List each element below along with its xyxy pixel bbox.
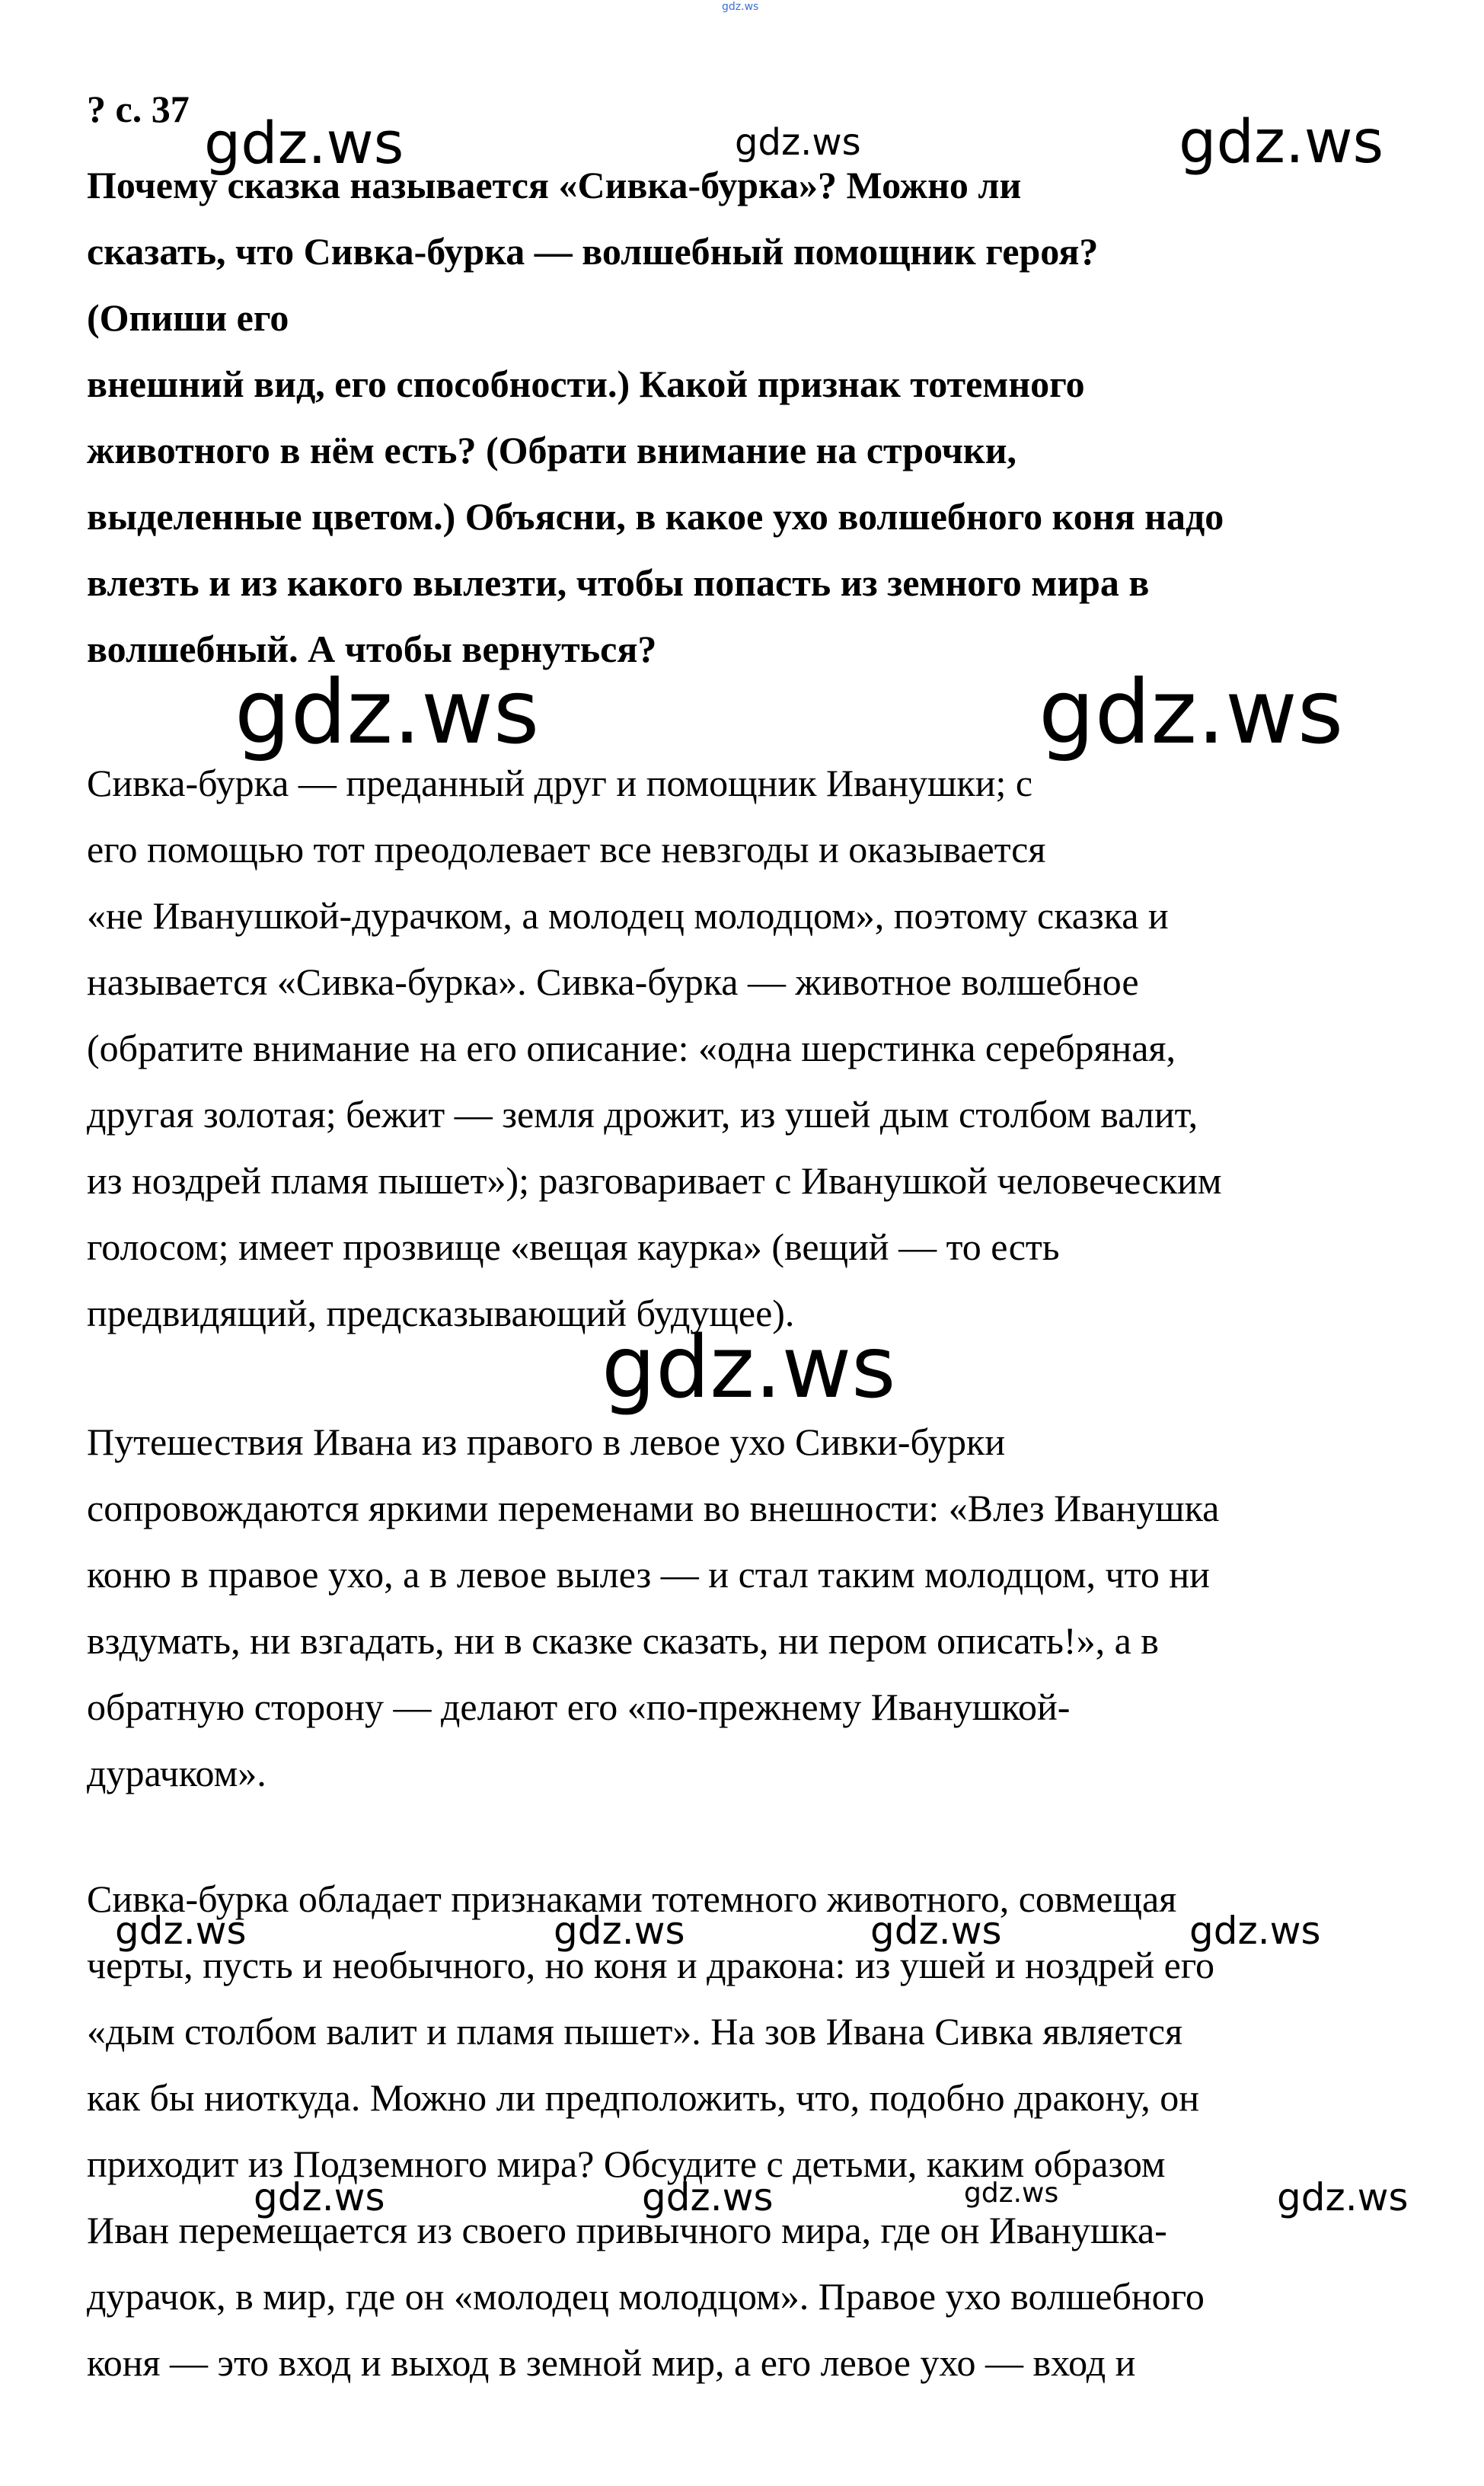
answer-line: черты, пусть и необычного, но коня и дракона: из ушей и ноздрей его <box>87 1944 1215 1986</box>
watermark: gdz.ws <box>602 1318 896 1417</box>
question-line: животного в нём есть? (Обрати внимание на строчки, <box>87 429 1017 471</box>
question-line: выделенные цветом.) Объясни, в какое ухо волшебного коня надо <box>87 495 1224 538</box>
watermark: gdz.ws <box>254 2175 385 2219</box>
watermark: gdz.ws <box>1277 2175 1409 2219</box>
answer-paragraph-2 <box>87 1409 1457 1807</box>
watermark: gdz.ws <box>554 1909 685 1953</box>
answer-line: «не Иванушкой-дурачком, а молодец молодцом», поэтому сказка и <box>87 894 1169 937</box>
answer-line: приходит из Подземного мира? Обсудите с детьми, каким образом <box>87 2142 1166 2185</box>
answer-line: предвидящий, предсказывающий будущее). <box>87 1292 795 1334</box>
watermark: gdz.ws <box>1039 661 1344 764</box>
answer-line: называется «Сивка-бурка». Сивка-бурка — животное волшебное <box>87 960 1139 1003</box>
answer-line: «дым столбом валит и пламя пышет». На зов Ивана Сивка является <box>87 2010 1183 2053</box>
question-line: Почему сказка называется «Сивка-бурка»? Можно ли <box>87 164 1022 206</box>
watermark: gdz.ws <box>722 1 759 13</box>
question-line: волшебный. А чтобы вернуться? <box>87 628 657 670</box>
answer-line: коню в правое ухо, а в левое вылез — и стал таким молодцом, что ни <box>87 1553 1210 1596</box>
question-line: влезть и из какого вылезти, чтобы попасть из земного мира в <box>87 561 1150 604</box>
question-block <box>87 152 1442 682</box>
answer-line: голосом; имеет прозвище «вещая каурка» (вещий — то есть <box>87 1225 1060 1268</box>
answer-line: (обратите внимание на его описание: «одна шерстинка серебряная, <box>87 1027 1176 1069</box>
answer-line: обратную сторону — делают его «по-прежнему Иванушкой- <box>87 1686 1071 1728</box>
answer-line: дурачком». <box>87 1752 266 1794</box>
answer-line: из ноздрей пламя пышет»); разговаривает с Иванушкой человеческим <box>87 1159 1222 1202</box>
question-line: (Опиши его <box>87 296 289 339</box>
watermark: gdz.ws <box>1179 108 1384 177</box>
answer-line: дурачок, в мир, где он «молодец молодцом». Правое ухо волшебного <box>87 2275 1205 2318</box>
watermark: gdz.ws <box>1189 1909 1321 1953</box>
answer-paragraph-1 <box>87 750 1457 1347</box>
watermark: gdz.ws <box>642 2175 774 2219</box>
answer-line: Сивка-бурка обладает признаками тотемного животного, совмещая <box>87 1877 1177 1920</box>
question-line: внешний вид, его способности.) Какой признак тотемного <box>87 363 1085 405</box>
answer-line: другая золотая; бежит — земля дрожит, из ушей дым столбом валит, <box>87 1093 1198 1136</box>
watermark: gdz.ws <box>204 109 404 177</box>
answer-line: Иван перемещается из своего привычного мира, где он Иванушка- <box>87 2209 1167 2251</box>
answer-line: коня — это вход и выход в земной мир, а его левое ухо — вход и <box>87 2341 1136 2384</box>
page-reference: ? с. 37 <box>87 88 190 130</box>
answer-line: вздумать, ни взгадать, ни в сказке сказать, ни пером описать!», а в <box>87 1619 1159 1662</box>
watermark: gdz.ws <box>115 1909 247 1953</box>
answer-line: сопровождаются яркими переменами во внешности: «Влез Иванушка <box>87 1487 1220 1529</box>
answer-line: Сивка-бурка — преданный друг и помощник Иванушки; с <box>87 762 1033 804</box>
watermark: gdz.ws <box>735 121 861 164</box>
answer-line: Путешествия Ивана из правого в левое ухо Сивки-бурки <box>87 1420 1006 1463</box>
watermark: gdz.ws <box>235 661 540 764</box>
question-line: сказать, что Сивка-бурка — волшебный помощник героя? <box>87 230 1099 273</box>
watermark: gdz.ws <box>964 2178 1059 2209</box>
watermark: gdz.ws <box>870 1909 1002 1953</box>
answer-line: его помощью тот преодолевает все невзгоды и оказывается <box>87 828 1046 871</box>
answer-line: как бы ниоткуда. Можно ли предположить, что, подобно дракону, он <box>87 2076 1199 2119</box>
